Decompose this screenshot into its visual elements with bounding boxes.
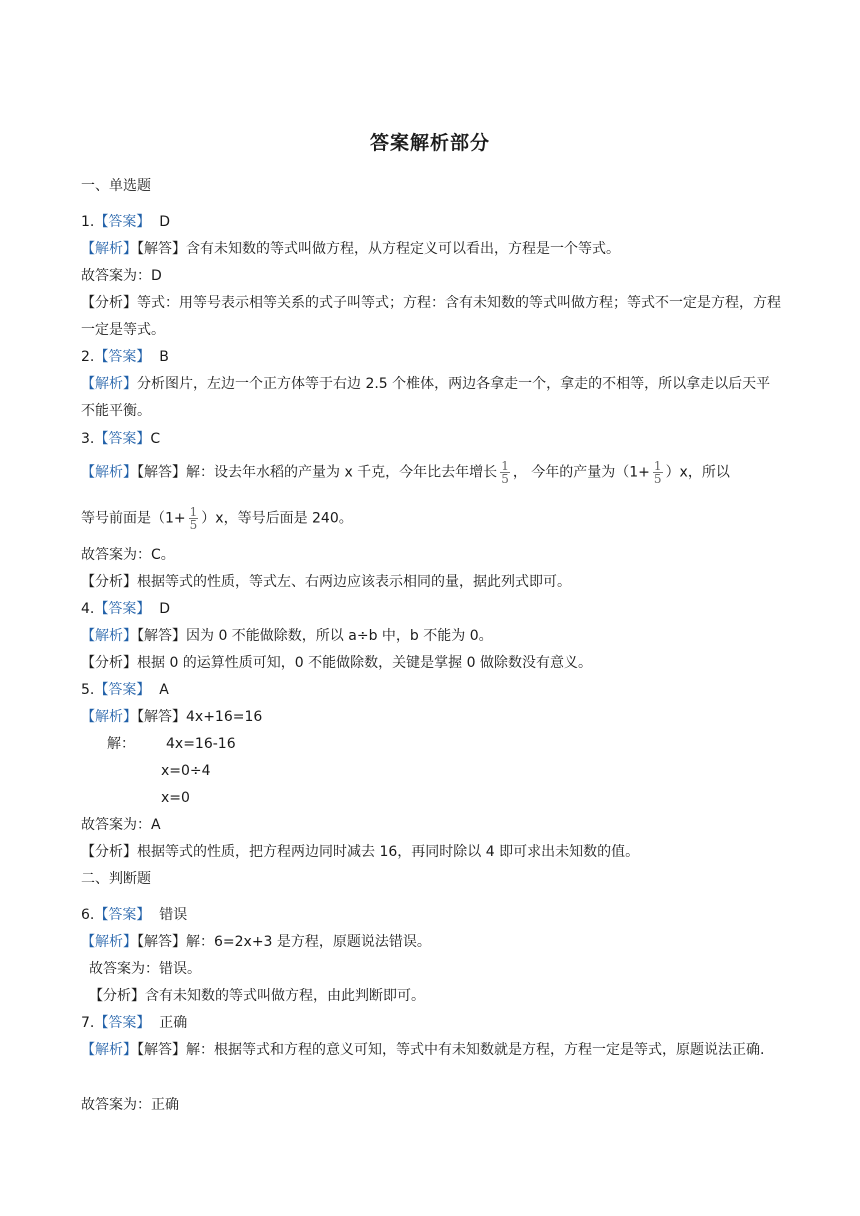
fenxi-label: 【分析】 [81, 574, 137, 590]
q4-number: 4. [81, 601, 95, 617]
q7-analysis-line [81, 1037, 781, 1064]
analysis-label: 【解析】 [81, 709, 137, 725]
q6-analysis: 解：6=2x+3 是方程，原题说法错误。 [186, 934, 431, 950]
q6-fenxi: 【分析】含有未知数的等式叫做方程，由此判断即可。 [89, 988, 425, 1004]
fenxi-label: 【分析】 [81, 844, 137, 860]
fraction-denominator: 5 [189, 518, 198, 532]
q4-answer-line [81, 599, 170, 619]
q3-analysis-line [81, 460, 730, 485]
q6-number: 6. [81, 907, 95, 923]
q2-analysis-line [81, 371, 781, 425]
fraction-numerator: 1 [501, 459, 509, 473]
q6-answer-line [81, 905, 187, 925]
fraction-one-fifth [500, 460, 510, 485]
q4-analysis-line [81, 626, 493, 646]
q5-solve-label: 解： [107, 736, 135, 752]
q5-step3: x=0 [161, 790, 190, 806]
q5-step1: 4x=16-16 [166, 736, 236, 752]
q5-equation: 4x+16=16 [186, 709, 263, 725]
jieda-label: 【解答】 [137, 709, 186, 725]
q4-fenxi: 根据 0 的运算性质可知，0 不能做除数，关键是掌握 0 做除数没有意义。 [137, 655, 592, 671]
q4-fenxi-line [81, 653, 592, 673]
q2-analysis: 分析图片，左边一个正方体等于右边 2.5 个椎体，两边各拿走一个，拿走的不相等，所以拿走以后天平不能平衡。 [81, 376, 771, 419]
jieda-label: 【解答】 [137, 934, 186, 950]
q3-number: 3. [81, 431, 95, 447]
answer-label: 【答案】 [94, 431, 151, 447]
q1-analysis-line [81, 239, 620, 259]
q1-conclusion: 故答案为：D [81, 268, 162, 284]
q5-fenxi-line [81, 842, 639, 862]
fenxi-label: 【分析】 [81, 655, 137, 671]
q7-number: 7. [81, 1015, 95, 1031]
q7-conclusion: 故答案为：正确 [81, 1097, 179, 1113]
q2-answer-line [81, 347, 169, 367]
section-heading-single-choice: 一、单选题 [81, 178, 151, 194]
fenxi-label: 【分析】 [81, 295, 137, 311]
q1-answer-line [81, 212, 170, 232]
q3-analysis-part2: ， 今年的产量为（1+ [512, 464, 650, 481]
q2-number: 2. [81, 349, 95, 365]
q7-answer-line [81, 1013, 187, 1033]
q6-analysis-line [81, 932, 431, 952]
jieda-label: 【解答】 [137, 464, 186, 481]
q3-fenxi: 根据等式的性质，等式左、右两边应该表示相同的量，据此列式即可。 [137, 574, 571, 590]
q5-answer: A [159, 682, 169, 698]
jieda-label: 【解答】 [137, 241, 186, 257]
q5-fenxi: 根据等式的性质，把方程两边同时减去 16，再同时除以 4 即可求出未知数的值。 [137, 844, 640, 860]
answer-label: 【答案】 [94, 601, 151, 617]
section-heading-true-false: 二、判断题 [81, 871, 151, 887]
analysis-label: 【解析】 [81, 934, 137, 950]
fraction-numerator: 1 [189, 505, 198, 519]
q1-fenxi-line [81, 290, 781, 344]
q7-answer: 正确 [159, 1015, 188, 1031]
q5-conclusion: 故答案为：A [81, 817, 161, 833]
jieda-label: 【解答】 [137, 628, 186, 644]
q1-answer: D [159, 214, 171, 230]
analysis-label: 【解析】 [81, 1042, 137, 1058]
fraction-one-fifth [653, 460, 663, 485]
q6-answer: 错误 [159, 907, 188, 923]
analysis-label: 【解析】 [81, 376, 137, 392]
analysis-label: 【解析】 [81, 464, 137, 481]
answer-label: 【答案】 [94, 349, 151, 365]
q3-analysis-part3: ）x，所以 [665, 464, 730, 481]
q5-answer-line [81, 680, 169, 700]
q3-analysis-line2 [81, 506, 353, 531]
q3-fenxi-line [81, 572, 571, 592]
fraction-one-fifth [189, 506, 199, 531]
page-title: 答案解析部分 [369, 132, 490, 154]
fraction-denominator: 5 [653, 472, 662, 486]
q5-analysis-line [81, 707, 262, 727]
analysis-label: 【解析】 [81, 241, 137, 257]
q3-analysis-part4: 等号前面是（1+ [81, 510, 186, 527]
analysis-label: 【解析】 [81, 628, 137, 644]
fraction-numerator: 1 [653, 459, 662, 473]
q3-conclusion: 故答案为：C。 [81, 547, 175, 563]
q3-analysis-part5: ）x，等号后面是 240。 [201, 510, 353, 527]
q5-step2: x=0÷4 [161, 763, 211, 779]
answer-label: 【答案】 [94, 214, 151, 230]
q1-fenxi: 等式：用等号表示相等关系的式子叫等式；方程：含有未知数的等式叫做方程；等式不一定是方程，方程一定是等式。 [81, 295, 781, 338]
fraction-denominator: 5 [501, 472, 509, 486]
q7-analysis: 解：根据等式和方程的意义可知，等式中有未知数就是方程，方程一定是等式，原题说法正确. [186, 1042, 765, 1058]
q3-answer: C [150, 431, 161, 447]
q5-number: 5. [81, 682, 95, 698]
q2-answer: B [159, 349, 169, 365]
q3-answer-line [81, 429, 160, 449]
q3-analysis-part1: 解：设去年水稻的产量为 x 千克，今年比去年增长 [186, 464, 498, 481]
q4-answer: D [159, 601, 171, 617]
q6-conclusion: 故答案为：错误。 [89, 961, 201, 977]
jieda-label: 【解答】 [137, 1042, 186, 1058]
q1-number: 1. [81, 214, 95, 230]
q4-analysis: 因为 0 不能做除数，所以 a÷b 中，b 不能为 0。 [186, 628, 493, 644]
q1-analysis: 含有未知数的等式叫做方程，从方程定义可以看出，方程是一个等式。 [186, 241, 620, 257]
answer-label: 【答案】 [94, 907, 151, 923]
answer-label: 【答案】 [94, 682, 151, 698]
answer-label: 【答案】 [94, 1015, 151, 1031]
